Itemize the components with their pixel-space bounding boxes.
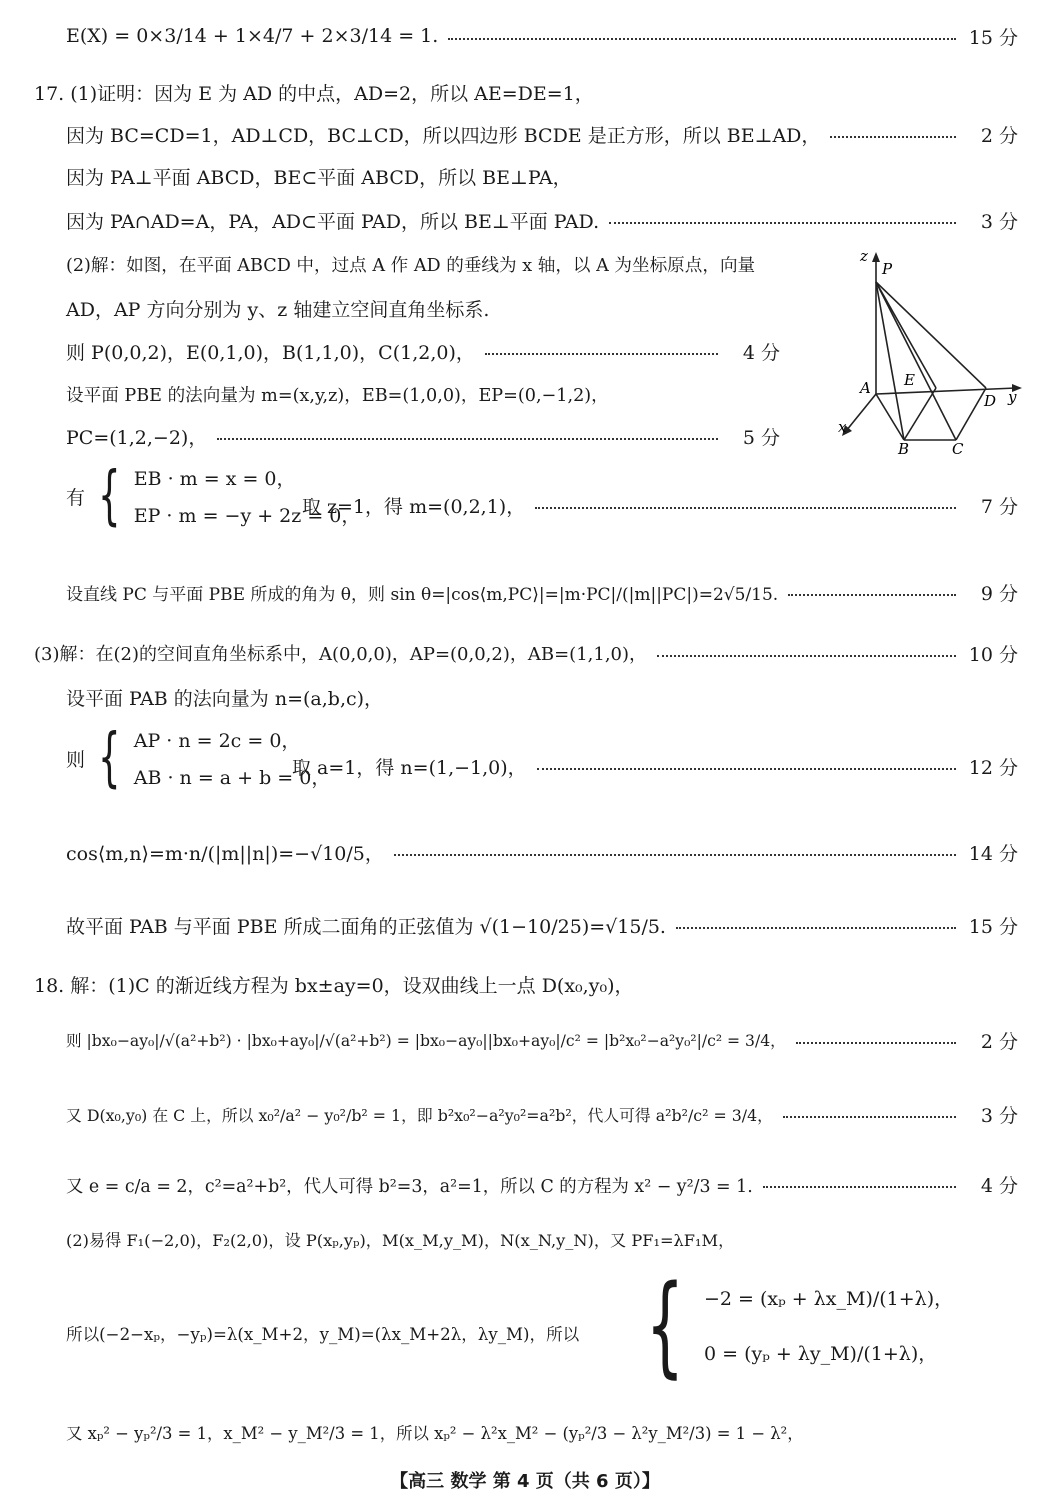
- line-text: 又 xₚ² − yₚ²/3 = 1，x_M² − y_M²/3 = 1，所以 xₚ² − λ²x_M² − (yₚ²/3 − λ²y_M²/3) = 1 − λ²，: [66, 1424, 804, 1443]
- line-text: E(X) = 0×3/14 + 1×4/7 + 2×3/14 = 1.: [66, 25, 439, 47]
- left-brace: {: [645, 1261, 685, 1389]
- line-text: 设平面 PAB 的法向量为 n=(a,b,c)，: [66, 687, 384, 710]
- line-text: PC=(1,2,−2)，: [66, 426, 208, 449]
- answer-line: [0, 744, 1050, 788]
- answer-line: [0, 112, 1050, 156]
- leader-dots: [830, 136, 956, 138]
- left-brace: {: [98, 459, 121, 533]
- pyramid-figure: [836, 248, 1026, 460]
- leader-dots: [217, 438, 718, 440]
- leader-dots: [609, 222, 956, 224]
- system-rows: [704, 1270, 953, 1380]
- line-text: 又 D(x₀,y₀) 在 C 上，所以 x₀²/a² − y₀²/b² = 1，即 b²x₀²−a²y₀²=a²b²，代人可得 a²b²/c² = 3/4，: [66, 1105, 773, 1125]
- figure-label: y: [1008, 388, 1017, 406]
- score-label: 15 分: [968, 915, 1018, 938]
- leader-dots: [763, 1186, 956, 1188]
- system-row: EB · m = x = 0，: [133, 468, 296, 490]
- line-text: 设平面 PBE 的法向量为 m=(x,y,z)，EB=(1,0,0)，EP=(0,−1,2)，: [66, 385, 609, 406]
- figure-label: C: [952, 440, 964, 458]
- answer-line: [0, 830, 1050, 874]
- figure-label: A: [860, 379, 871, 397]
- answer-line: [0, 1092, 1050, 1136]
- figure-label: z: [860, 248, 868, 265]
- answer-line: [0, 483, 1050, 527]
- score-label: 4 分: [742, 341, 780, 364]
- score-label: 4 分: [980, 1174, 1018, 1197]
- answer-line: [0, 903, 1050, 947]
- figure-label: E: [904, 371, 915, 389]
- line-text: 因为 PA∩AD=A，PA，AD⊂平面 PAD，所以 BE⊥平面 PAD.: [66, 210, 600, 233]
- leader-dots: [448, 38, 956, 40]
- answer-line: [0, 1217, 1050, 1261]
- system-row: AP · n = 2c = 0，: [133, 730, 301, 752]
- line-text: 又 e = c/a = 2，c²=a²+b²，代人可得 b²=3，a²=1，所以 C 的方程为 x² − y²/3 = 1.: [66, 1176, 753, 1197]
- answer-line: [0, 1410, 1050, 1454]
- question-18-heading: [0, 962, 1050, 1006]
- line-text: 18. 解：(1)C 的渐近线方程为 bx±ay=0，设双曲线上一点 D(x₀,y₀)，: [34, 974, 634, 997]
- line-text: (2)易得 F₁(−2,0)，F₂(2,0)，设 P(xₚ,yₚ)，M(x_M,y_M)，N(x_N,y_N)，又 PF₁=λF₁M，: [66, 1231, 735, 1250]
- line-text: 因为 BC=CD=1，AD⊥CD，BC⊥CD，所以四边形 BCDE 是正方形，所以 BE⊥AD，: [66, 124, 821, 147]
- leader-dots: [788, 594, 956, 596]
- line-text: 17. (1)证明：因为 E 为 AD 的中点，AD=2，所以 AE=DE=1，: [34, 82, 594, 105]
- system-lead: 有: [66, 486, 86, 509]
- score-label: 2 分: [980, 1030, 1018, 1053]
- question-17-heading: [0, 70, 1050, 114]
- figure-label: x: [838, 418, 847, 436]
- line-text: (2)解：如图，在平面 ABCD 中，过点 A 作 AD 的垂线为 x 轴，以 A 为坐标原点，向量: [66, 255, 756, 276]
- line-text: cos⟨m,n⟩=m·n/(|m||n|)=−√10/5，: [66, 842, 384, 865]
- left-brace: {: [98, 721, 121, 795]
- score-label: 5 分: [742, 426, 780, 449]
- answer-line: [0, 675, 1050, 719]
- score-label: 2 分: [980, 124, 1018, 147]
- score-label: 10 分: [968, 643, 1018, 666]
- score-label: 12 分: [968, 756, 1018, 779]
- leader-dots: [783, 1116, 956, 1118]
- answer-line: [0, 154, 1050, 198]
- answer-line: [0, 570, 1050, 614]
- leader-dots: [796, 1042, 956, 1044]
- line-text: 则 P(0,0,2)，E(0,1,0)，B(1,1,0)，C(1,2,0)，: [66, 341, 475, 364]
- line-text: 所以(−2−xₚ，−yₚ)=λ(x_M+2，y_M)=(λx_M+2λ，λy_M)，所以: [66, 1325, 580, 1344]
- leader-dots: [394, 854, 956, 856]
- figure-label: D: [984, 392, 997, 410]
- answer-line: [0, 1162, 1050, 1206]
- score-label: 9 分: [980, 582, 1018, 605]
- answer-line: [0, 198, 1050, 242]
- leader-dots: [676, 927, 956, 929]
- system-row: −2 = (xₚ + λx_M)/(1+λ)，: [704, 1288, 954, 1310]
- score-label: 3 分: [980, 1104, 1018, 1127]
- line-text: 取 a=1，得 n=(1,−1,0)，: [292, 756, 527, 779]
- line-text: 故平面 PAB 与平面 PBE 所成二面角的正弦值为 √(1−10/25)=√15/5.: [66, 915, 666, 938]
- leader-dots: [657, 655, 956, 657]
- line-text: 设直线 PC 与平面 PBE 所成的角为 θ，则 sin θ=|cos⟨m,PC⟩|=|m·PC|/(|m||PC|)=2√5/15.: [66, 584, 779, 605]
- line-text: 则 |bx₀−ay₀|/√(a²+b²) · |bx₀+ay₀|/√(a²+b²) = |bx₀−ay₀||bx₀+ay₀|/c² = |b²x₀²−a²y₀²|/c² = 3/4，: [66, 1032, 786, 1050]
- system-lead: 则: [66, 748, 86, 771]
- score-label: 14 分: [968, 842, 1018, 865]
- page-footer: 【高三 数学 第 4 页（共 6 页）】: [390, 1471, 660, 1492]
- equation-system: [626, 1261, 954, 1389]
- figure-label: P: [882, 260, 893, 278]
- system-row: AB · n = a + b = 0，: [133, 767, 331, 789]
- line-text: 因为 PA⊥平面 ABCD，BE⊂平面 ABCD，所以 BE⊥PA，: [66, 166, 572, 189]
- leader-dots: [537, 768, 956, 770]
- line-text: (3)解：在(2)的空间直角坐标系中，A(0,0,0)，AP=(0,0,2)，AB=(1,1,0)，: [34, 644, 648, 665]
- answer-line: [0, 14, 1050, 58]
- system-row: EP · m = −y + 2z = 0，: [133, 505, 361, 527]
- figure-label: B: [898, 440, 910, 458]
- leader-dots: [535, 507, 956, 509]
- leader-dots: [485, 353, 718, 355]
- line-text: AD，AP 方向分别为 y、z 轴建立空间直角坐标系.: [66, 298, 490, 321]
- answer-line: [0, 631, 1050, 675]
- score-label: 15 分: [968, 26, 1018, 49]
- score-label: 3 分: [980, 210, 1018, 233]
- score-label: 7 分: [980, 495, 1018, 518]
- answer-line: [0, 1018, 1050, 1062]
- line-text: 取 z=1，得 m=(0,2,1)，: [302, 495, 526, 518]
- system-row: 0 = (yₚ + λy_M)/(1+λ)，: [704, 1343, 938, 1365]
